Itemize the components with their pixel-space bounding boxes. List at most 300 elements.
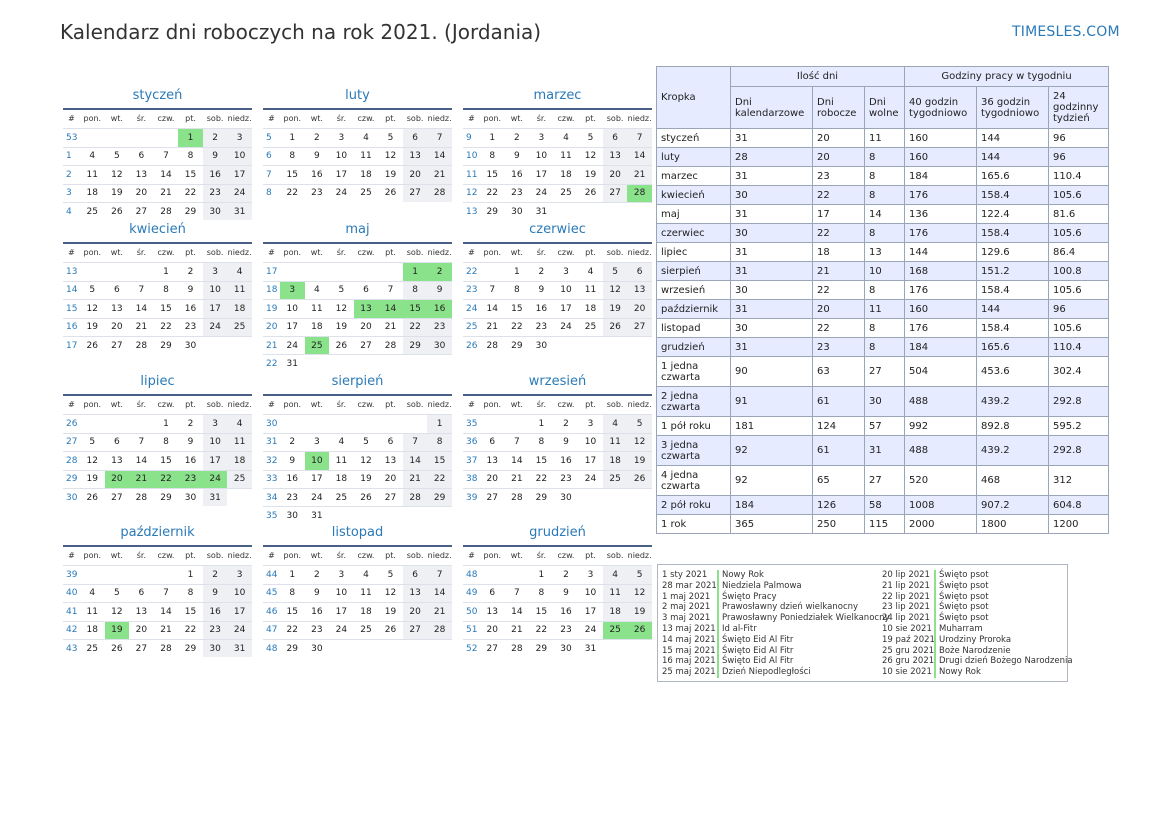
summary-cell: 453.6 xyxy=(977,357,1049,387)
week-number: 53 xyxy=(63,128,80,146)
summary-cell: 65 xyxy=(813,466,865,496)
weekday-header: niedz. xyxy=(627,247,652,257)
summary-cell: 105.6 xyxy=(1049,281,1109,300)
weekday-header: śr. xyxy=(336,399,347,409)
day-cell: 30 xyxy=(427,336,452,354)
day-cell: 6 xyxy=(378,433,403,451)
week-number: 44 xyxy=(263,565,280,583)
weekday-header: pt. xyxy=(585,550,596,560)
day-cell: 30 xyxy=(505,202,530,220)
summary-cell: 58 xyxy=(865,496,905,515)
day-cell: 22 xyxy=(529,470,554,488)
summary-row xyxy=(657,300,1109,319)
weekday-header: sob. xyxy=(606,399,624,409)
weekday-header: # xyxy=(68,113,75,123)
day-cell: 15 xyxy=(403,299,428,317)
weekday-header: czw. xyxy=(557,113,575,123)
day-cell: 15 xyxy=(178,602,203,620)
holiday-name: Prawosławny Poniedziałek Wielkanocny xyxy=(717,613,890,624)
week-number: 8 xyxy=(263,184,280,202)
holiday-date: 23 lip 2021 xyxy=(882,602,930,613)
day-cell: 11 xyxy=(227,433,252,451)
holiday-list-right xyxy=(882,570,1073,678)
holiday-name: Nowy Rok xyxy=(717,570,764,581)
summary-cell: 105.6 xyxy=(1049,186,1109,205)
holiday-date: 3 maj 2021 xyxy=(662,613,711,624)
weekday-header: czw. xyxy=(157,247,175,257)
week-number: 43 xyxy=(63,639,80,657)
day-cell xyxy=(329,639,354,657)
day-cell: 7 xyxy=(427,128,452,146)
weekday-header: sob. xyxy=(406,550,424,560)
summary-row xyxy=(657,515,1109,534)
day-cell: 29 xyxy=(154,488,179,506)
weekday-header: pt. xyxy=(585,113,596,123)
day-cell: 8 xyxy=(280,584,305,602)
day-cell: 4 xyxy=(354,128,379,146)
week-number: 41 xyxy=(63,602,80,620)
day-cell: 10 xyxy=(227,584,252,602)
day-cell xyxy=(378,506,403,524)
period-label: 1 pół roku xyxy=(657,417,731,436)
week-number: 20 xyxy=(263,318,280,336)
day-cell: 11 xyxy=(227,281,252,299)
period-label: 4 jedna czwarta xyxy=(657,466,731,496)
weekday-header: wt. xyxy=(110,113,123,123)
day-cell: 23 xyxy=(203,184,228,202)
day-cell: 9 xyxy=(178,433,203,451)
day-cell: 6 xyxy=(129,147,154,165)
day-cell: 22 xyxy=(403,318,428,336)
weekday-header: wt. xyxy=(510,247,523,257)
holiday-item xyxy=(882,667,1073,678)
day-cell: 9 xyxy=(178,281,203,299)
summary-cell: 22 xyxy=(813,281,865,300)
month-grid xyxy=(463,242,652,354)
holiday-date: 21 lip 2021 xyxy=(882,580,930,591)
holiday-date: 14 maj 2021 xyxy=(662,634,716,645)
weekday-header: niedz. xyxy=(427,550,452,560)
summary-cell: 160 xyxy=(905,129,977,148)
day-cell: 9 xyxy=(529,281,554,299)
day-cell: 2 xyxy=(305,128,330,146)
day-cell xyxy=(280,414,305,432)
day-cell: 24 xyxy=(203,318,228,336)
week-number: 30 xyxy=(63,488,80,506)
summary-cell: 31 xyxy=(865,436,905,466)
day-cell: 16 xyxy=(178,299,203,317)
month-name: grudzień xyxy=(529,525,586,540)
period-label: 1 rok xyxy=(657,515,731,534)
sub-header: 40 godzin tygodniowo xyxy=(905,87,977,129)
weekday-header: # xyxy=(468,399,475,409)
day-cell: 20 xyxy=(603,165,628,183)
day-cell: 27 xyxy=(480,488,505,506)
summary-cell: 488 xyxy=(905,387,977,417)
weekday-header: pon. xyxy=(83,550,102,560)
weekday-header: pon. xyxy=(283,399,302,409)
weekday-header: czw. xyxy=(357,247,375,257)
month-3 xyxy=(463,88,652,220)
day-cell: 21 xyxy=(627,165,652,183)
week-number: 39 xyxy=(63,565,80,583)
day-cell: 15 xyxy=(480,165,505,183)
summary-cell: 504 xyxy=(905,357,977,387)
day-cell xyxy=(329,354,354,372)
summary-cell: 302.4 xyxy=(1049,357,1109,387)
day-cell xyxy=(627,639,652,657)
day-cell: 6 xyxy=(603,128,628,146)
day-cell: 4 xyxy=(554,128,579,146)
day-cell: 10 xyxy=(554,281,579,299)
week-number: 39 xyxy=(463,488,480,506)
week-number: 29 xyxy=(63,470,80,488)
weekday-header: sob. xyxy=(206,399,224,409)
holiday-item xyxy=(882,613,1073,624)
holiday-name: Urodziny Proroka xyxy=(934,635,1011,646)
day-cell: 27 xyxy=(378,488,403,506)
summary-cell: 115 xyxy=(865,515,905,534)
day-cell: 25 xyxy=(554,184,579,202)
week-number: 38 xyxy=(463,470,480,488)
day-cell: 3 xyxy=(529,128,554,146)
day-cell xyxy=(427,639,452,657)
summary-cell: 31 xyxy=(731,300,813,319)
day-cell: 4 xyxy=(354,565,379,583)
summary-cell: 158.4 xyxy=(977,186,1049,205)
day-cell: 23 xyxy=(305,621,330,639)
holiday-name: Święto psot xyxy=(934,602,989,613)
day-cell: 13 xyxy=(480,602,505,620)
day-cell: 30 xyxy=(280,506,305,524)
weekday-header: śr. xyxy=(536,550,547,560)
day-cell: 14 xyxy=(427,147,452,165)
summary-cell: 31 xyxy=(731,205,813,224)
summary-cell: 250 xyxy=(813,515,865,534)
weekday-header: śr. xyxy=(336,247,347,257)
day-cell: 16 xyxy=(529,299,554,317)
day-cell: 11 xyxy=(80,602,105,620)
day-cell: 1 xyxy=(178,128,203,146)
day-cell: 1 xyxy=(280,565,305,583)
day-cell: 10 xyxy=(305,451,330,469)
day-cell: 18 xyxy=(227,451,252,469)
day-cell: 31 xyxy=(578,639,603,657)
day-cell: 16 xyxy=(554,602,579,620)
week-number: 7 xyxy=(263,165,280,183)
holiday-date: 24 lip 2021 xyxy=(882,613,930,624)
day-cell: 13 xyxy=(105,299,130,317)
day-cell: 28 xyxy=(129,488,154,506)
day-cell: 12 xyxy=(378,584,403,602)
summary-cell: 96 xyxy=(1049,300,1109,319)
holiday-date: 10 sie 2021 xyxy=(882,623,932,634)
summary-cell: 1008 xyxy=(905,496,977,515)
summary-cell: 907.2 xyxy=(977,496,1049,515)
day-cell xyxy=(329,414,354,432)
day-cell: 9 xyxy=(554,584,579,602)
day-cell xyxy=(505,414,530,432)
day-cell: 22 xyxy=(480,184,505,202)
day-cell: 31 xyxy=(280,354,305,372)
summary-cell: 144 xyxy=(977,300,1049,319)
day-cell xyxy=(305,354,330,372)
week-number: 28 xyxy=(63,451,80,469)
day-cell xyxy=(129,565,154,583)
day-cell: 20 xyxy=(354,318,379,336)
weekday-header: pt. xyxy=(585,247,596,257)
day-cell: 18 xyxy=(354,165,379,183)
day-cell: 24 xyxy=(227,184,252,202)
day-cell: 24 xyxy=(329,621,354,639)
weekday-header: pt. xyxy=(385,113,396,123)
day-cell: 3 xyxy=(329,128,354,146)
weekday-header: niedz. xyxy=(227,550,252,560)
holiday-date: 1 maj 2021 xyxy=(662,591,711,602)
day-cell: 18 xyxy=(554,165,579,183)
day-cell: 10 xyxy=(529,147,554,165)
day-cell: 21 xyxy=(505,470,530,488)
day-cell: 24 xyxy=(227,621,252,639)
day-cell: 29 xyxy=(529,639,554,657)
weekday-header: niedz. xyxy=(427,113,452,123)
period-label: 2 pół roku xyxy=(657,496,731,515)
day-cell: 31 xyxy=(227,202,252,220)
holiday-item xyxy=(662,667,890,678)
site-brand-link[interactable]: TIMESLES.COM xyxy=(1012,24,1120,40)
day-cell: 25 xyxy=(80,639,105,657)
day-cell: 10 xyxy=(329,147,354,165)
day-cell: 5 xyxy=(105,584,130,602)
summary-cell: 439.2 xyxy=(977,387,1049,417)
day-cell: 2 xyxy=(554,565,579,583)
day-cell: 18 xyxy=(80,184,105,202)
day-cell xyxy=(154,128,179,146)
period-label: lipiec xyxy=(657,243,731,262)
weekday-header: niedz. xyxy=(627,113,652,123)
day-cell: 1 xyxy=(154,262,179,280)
day-cell: 15 xyxy=(505,299,530,317)
summary-cell: 96 xyxy=(1049,148,1109,167)
weekday-header: pon. xyxy=(283,550,302,560)
day-cell xyxy=(105,262,130,280)
week-number: 50 xyxy=(463,602,480,620)
holiday-item xyxy=(662,602,890,613)
holiday-item xyxy=(882,635,1073,646)
weekday-header: pon. xyxy=(483,550,502,560)
summary-row xyxy=(657,281,1109,300)
day-cell: 26 xyxy=(329,336,354,354)
day-cell: 27 xyxy=(129,639,154,657)
summary-cell: 11 xyxy=(865,300,905,319)
day-cell: 31 xyxy=(529,202,554,220)
weekday-header: czw. xyxy=(357,399,375,409)
day-cell: 30 xyxy=(203,202,228,220)
summary-cell: 91 xyxy=(731,387,813,417)
summary-row xyxy=(657,417,1109,436)
day-cell: 11 xyxy=(554,147,579,165)
month-11 xyxy=(263,525,452,657)
day-cell: 22 xyxy=(427,470,452,488)
summary-cell: 165.6 xyxy=(977,338,1049,357)
day-cell: 15 xyxy=(529,602,554,620)
summary-cell: 124 xyxy=(813,417,865,436)
day-cell xyxy=(354,262,379,280)
holiday-item xyxy=(662,624,890,635)
weekday-header: sob. xyxy=(206,550,224,560)
weekday-header: sob. xyxy=(406,247,424,257)
month-name: lipiec xyxy=(140,374,175,389)
week-number: 36 xyxy=(463,433,480,451)
summary-cell: 520 xyxy=(905,466,977,496)
day-cell xyxy=(378,354,403,372)
day-cell: 7 xyxy=(403,433,428,451)
week-number: 19 xyxy=(263,299,280,317)
day-cell: 16 xyxy=(505,165,530,183)
day-cell: 15 xyxy=(178,165,203,183)
sub-header: Dni robocze xyxy=(813,87,865,129)
weekday-header: pon. xyxy=(283,113,302,123)
day-cell: 28 xyxy=(505,639,530,657)
day-cell: 12 xyxy=(105,165,130,183)
week-number: 17 xyxy=(263,262,280,280)
day-cell xyxy=(627,488,652,506)
holiday-date: 20 lip 2021 xyxy=(882,570,930,580)
summary-cell: 100.8 xyxy=(1049,262,1109,281)
day-cell: 17 xyxy=(227,602,252,620)
day-cell: 28 xyxy=(427,184,452,202)
week-number: 27 xyxy=(63,433,80,451)
summary-row xyxy=(657,205,1109,224)
day-cell: 8 xyxy=(529,433,554,451)
day-cell: 27 xyxy=(105,336,130,354)
day-cell: 13 xyxy=(129,602,154,620)
day-cell: 28 xyxy=(427,621,452,639)
summary-cell: 488 xyxy=(905,436,977,466)
weekday-header: sob. xyxy=(606,550,624,560)
weekday-header: czw. xyxy=(157,113,175,123)
day-cell: 24 xyxy=(305,488,330,506)
day-cell: 24 xyxy=(554,318,579,336)
day-cell xyxy=(227,488,252,506)
day-cell: 23 xyxy=(178,318,203,336)
day-cell: 17 xyxy=(280,318,305,336)
holiday-date: 25 maj 2021 xyxy=(662,667,716,678)
day-cell: 2 xyxy=(178,414,203,432)
summary-cell: 181 xyxy=(731,417,813,436)
day-cell: 8 xyxy=(154,281,179,299)
day-cell: 30 xyxy=(178,336,203,354)
day-cell: 21 xyxy=(403,470,428,488)
weekday-header: śr. xyxy=(536,399,547,409)
day-cell: 2 xyxy=(505,128,530,146)
day-cell: 9 xyxy=(305,584,330,602)
holiday-item xyxy=(882,646,1073,657)
summary-cell: 10 xyxy=(865,262,905,281)
summary-cell: 176 xyxy=(905,281,977,300)
day-cell: 25 xyxy=(354,184,379,202)
weekday-header: wt. xyxy=(310,550,323,560)
summary-cell: 151.2 xyxy=(977,262,1049,281)
holiday-name: Nowy Rok xyxy=(934,667,981,678)
day-cell: 21 xyxy=(480,318,505,336)
day-cell xyxy=(480,262,505,280)
day-cell xyxy=(427,506,452,524)
day-cell: 30 xyxy=(178,488,203,506)
day-cell xyxy=(105,565,130,583)
day-cell: 23 xyxy=(505,184,530,202)
month-1 xyxy=(63,88,252,220)
day-cell: 19 xyxy=(603,299,628,317)
summary-cell: 30 xyxy=(731,186,813,205)
summary-cell: 292.8 xyxy=(1049,436,1109,466)
day-cell: 25 xyxy=(603,470,628,488)
summary-row xyxy=(657,357,1109,387)
day-cell: 19 xyxy=(627,451,652,469)
day-cell: 11 xyxy=(305,299,330,317)
week-number: 37 xyxy=(463,451,480,469)
day-cell: 3 xyxy=(554,262,579,280)
day-cell xyxy=(354,414,379,432)
summary-cell: 28 xyxy=(731,148,813,167)
day-cell: 29 xyxy=(154,336,179,354)
day-cell: 21 xyxy=(154,621,179,639)
day-cell: 27 xyxy=(403,184,428,202)
day-cell: 19 xyxy=(578,165,603,183)
day-cell: 14 xyxy=(627,147,652,165)
weekday-header: czw. xyxy=(357,113,375,123)
summary-cell: 176 xyxy=(905,186,977,205)
summary-row xyxy=(657,387,1109,417)
weekday-header: wt. xyxy=(310,113,323,123)
day-cell: 7 xyxy=(627,128,652,146)
day-cell: 19 xyxy=(80,318,105,336)
summary-cell: 992 xyxy=(905,417,977,436)
day-cell xyxy=(578,336,603,354)
day-cell: 9 xyxy=(280,451,305,469)
day-cell: 23 xyxy=(178,470,203,488)
day-cell: 8 xyxy=(178,584,203,602)
day-cell: 24 xyxy=(280,336,305,354)
weekday-header: niedz. xyxy=(227,247,252,257)
weekday-header: pon. xyxy=(83,247,102,257)
day-cell xyxy=(403,354,428,372)
week-number: 35 xyxy=(463,414,480,432)
sub-header: 24 godzinny tydzień xyxy=(1049,87,1109,129)
day-cell: 7 xyxy=(378,281,403,299)
day-cell: 26 xyxy=(603,318,628,336)
day-cell: 21 xyxy=(129,318,154,336)
day-cell: 18 xyxy=(305,318,330,336)
summary-cell: 8 xyxy=(865,319,905,338)
day-cell xyxy=(80,128,105,146)
day-cell: 11 xyxy=(329,451,354,469)
day-cell: 26 xyxy=(378,621,403,639)
day-cell: 25 xyxy=(227,470,252,488)
summary-cell: 63 xyxy=(813,357,865,387)
week-number: 9 xyxy=(463,128,480,146)
day-cell: 15 xyxy=(280,602,305,620)
day-cell: 13 xyxy=(480,451,505,469)
day-cell: 27 xyxy=(403,621,428,639)
week-number: 6 xyxy=(263,147,280,165)
day-cell xyxy=(403,506,428,524)
day-cell: 5 xyxy=(627,565,652,583)
day-cell: 8 xyxy=(427,433,452,451)
day-cell: 23 xyxy=(280,488,305,506)
summary-cell: 365 xyxy=(731,515,813,534)
holiday-item xyxy=(662,570,890,581)
